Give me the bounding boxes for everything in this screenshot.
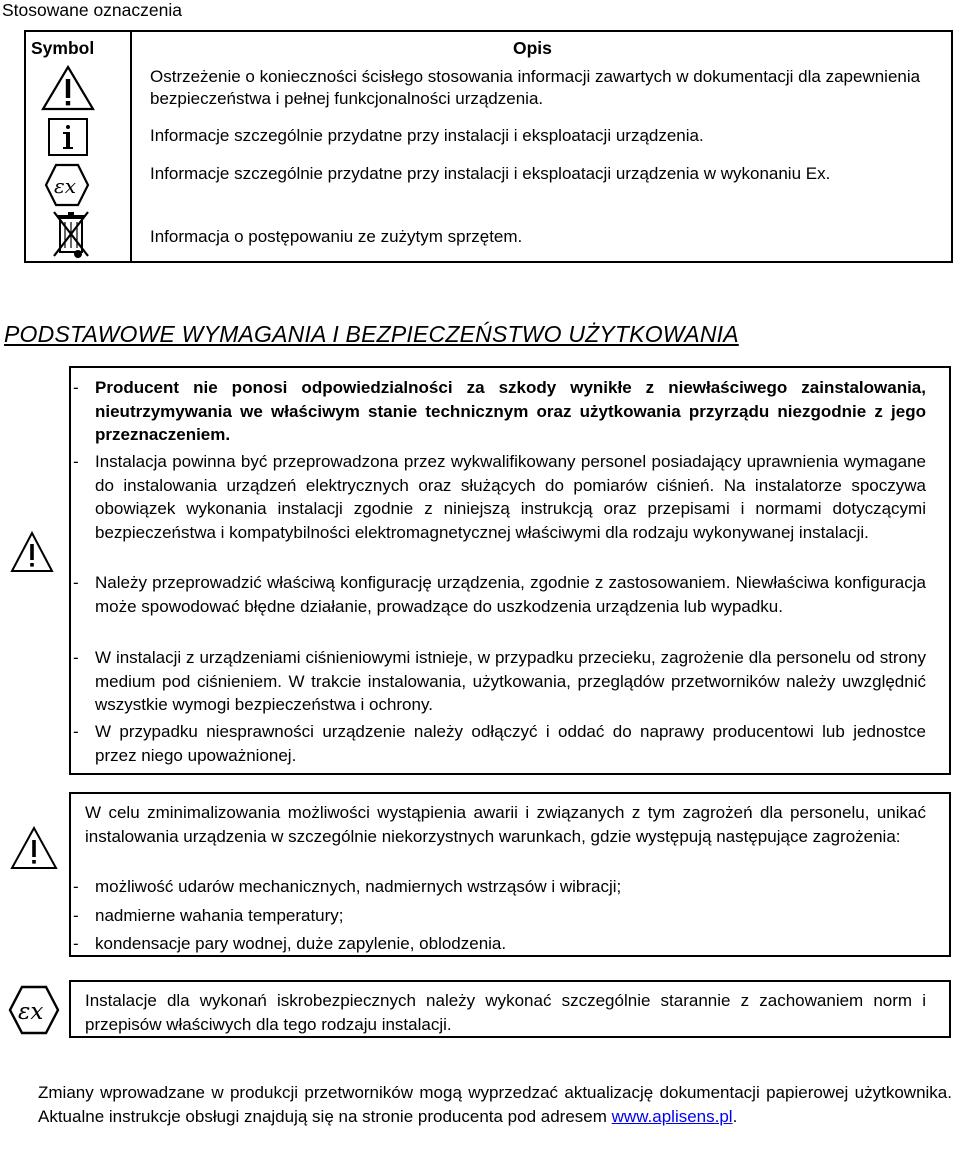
bullet: -	[73, 934, 79, 953]
ex-icon	[8, 985, 60, 1035]
list-item: nadmierne wahania temperatury;	[95, 906, 344, 925]
table-divider	[130, 30, 132, 263]
bullet: -	[73, 722, 79, 741]
column-header-symbol: Symbol	[31, 38, 95, 58]
list-item: kondensacje pary wodnej, duże zapylenie, oblodzenia.	[95, 934, 507, 953]
footer-end: .	[732, 1107, 738, 1126]
list-item: Należy przeprowadzić właściwą konfigurację urządzenia, zgodnie z zastosowaniem. Niewłaściwa konfiguracja może spowodować błędne działanie, prowadzące do uszkodzenia urządzenia lub wypadku.	[95, 573, 926, 616]
bullet: -	[73, 906, 79, 925]
hazard-intro: W celu zminimalizowania możliwości wystąpienia awarii i związanych z tym zagrożeń dla personelu, unikać instalowania urządzenia w szczególnie niekorzystnych warunkach, gdzie występują następujące zagrożenia:	[85, 803, 926, 846]
bullet: -	[73, 877, 79, 896]
list-item: W przypadku niesprawności urządzenie należy odłączyć i oddać do naprawy producentowi lub jednostce przez niego upoważnionej.	[95, 722, 926, 765]
warning-triangle-icon	[40, 64, 96, 112]
bullet: -	[73, 648, 79, 667]
warning-triangle-icon	[10, 826, 58, 870]
info-icon	[48, 118, 88, 156]
list-item: Producent nie ponosi odpowiedzialności za szkody wynikłe z niewłaściwego zainstalowania, nieutrzymywania we właściwym stanie technicznym oraz użytkowania przyrządu niezgodnie z jego przeznaczeniem.	[95, 378, 926, 444]
symbol-row-text: Informacje szczególnie przydatne przy instalacji i eksploatacji urządzenia.	[150, 126, 704, 145]
intrinsic-safety-text: Instalacje dla wykonań iskrobezpiecznych należy wykonać szczególnie starannie z zachowaniem norm i przepisów właściwych dla tego rodzaju instalacji.	[85, 991, 926, 1034]
list-item: możliwość udarów mechanicznych, nadmiernych wstrząsów i wibracji;	[95, 877, 622, 896]
list-item: Instalacja powinna być przeprowadzona przez wykwalifikowany personel posiadający uprawnienia wymagane do instalowania urządzeń elektrycznych oraz służących do pomiarów ciśnień. Na instalatorze spoczywa obowiązek wykonania instalacji zgodnie z niniejszą instrukcją oraz przepisami i normami dotyczącymi bezpieczeństwa i kompatybilności elektromagnetycznej właściwymi dla rodzaju wykonywanej instalacji.	[95, 452, 926, 542]
crossed-bin-icon	[52, 210, 92, 260]
bullet: -	[73, 378, 79, 397]
footer-note	[38, 1081, 952, 1129]
bullet: -	[73, 452, 79, 471]
bullet: -	[73, 573, 79, 592]
page-title: Stosowane oznaczenia	[2, 0, 182, 20]
list-item: W instalacji z urządzeniami ciśnieniowymi istnieje, w przypadku przecieku, zagrożenie dla personelu od strony medium pod ciśnieniem. W trakcie instalowania, użytkowania, przeglądów przetworników należy uwzględnić wszystkie wymogi bezpieczeństwa i ochrony.	[95, 648, 926, 714]
symbol-row-text: Informacja o postępowaniu ze zużytym sprzętem.	[150, 227, 523, 246]
producer-link[interactable]: www.aplisens.pl	[611, 1107, 733, 1126]
svg-text:εx: εx	[54, 174, 77, 198]
symbol-row-text: Informacje szczególnie przydatne przy instalacji i eksploatacji urządzenia w wykonaniu Ex.	[150, 164, 831, 183]
ex-icon	[44, 163, 90, 207]
section-heading: PODSTAWOWE WYMAGANIA I BEZPIECZEŃSTWO UŻYTKOWANIA	[4, 321, 739, 347]
warning-triangle-icon	[10, 531, 54, 573]
symbol-row-text: Ostrzeżenie o konieczności ścisłego stosowania informacji zawartych w dokumentacji dla zapewnienia bezpieczeństwa i pełnej funkcjonalności urządzenia.	[150, 67, 921, 108]
svg-text:εx: εx	[18, 999, 44, 1025]
column-header-opis: Opis	[513, 38, 552, 58]
footer-text: Zmiany wprowadzane w produkcji przetworników mogą wyprzedzać aktualizację dokumentacji papierowej użytkownika. Aktualne instrukcje obsługi znajdują się na stronie producenta pod adresem	[38, 1083, 952, 1126]
